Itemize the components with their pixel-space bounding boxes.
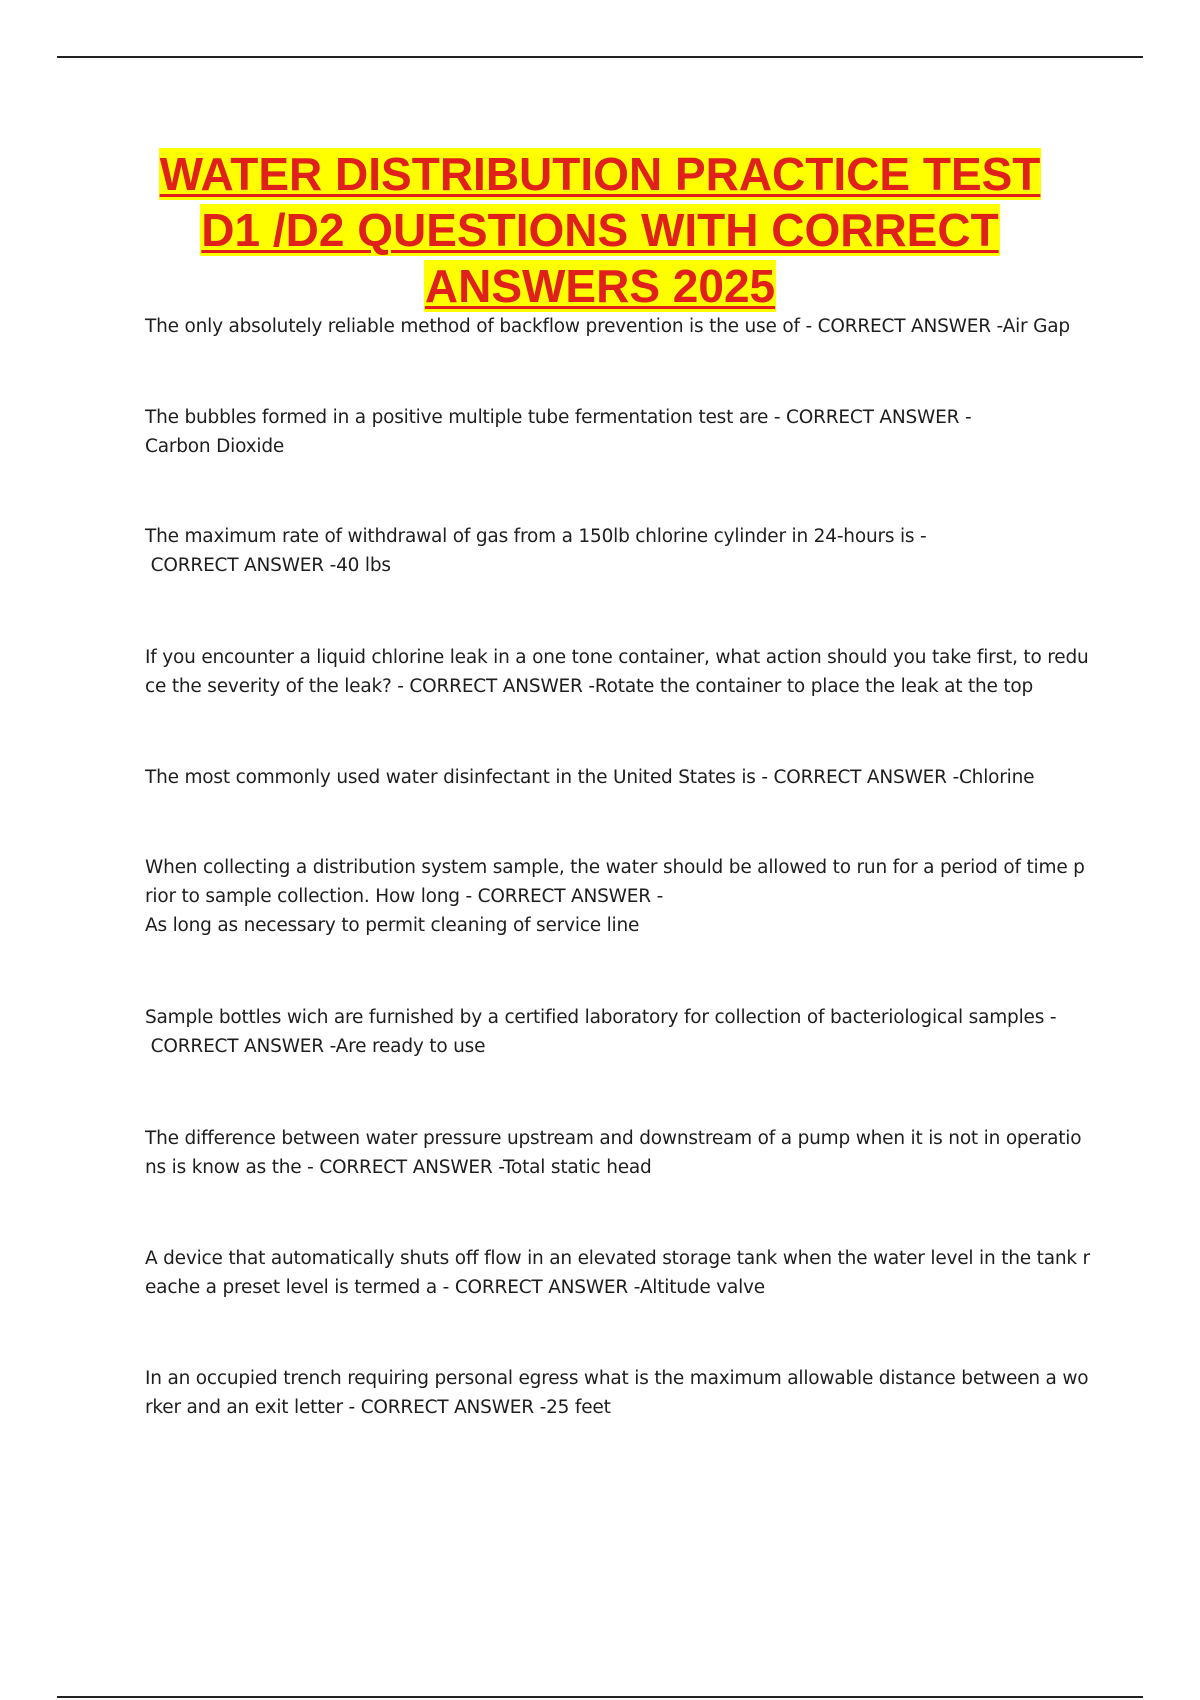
qa-line: As long as necessary to permit cleaning of service line — [145, 915, 640, 936]
title-line-1: WATER DISTRIBUTION PRACTICE TEST — [159, 148, 1041, 200]
qa-line: rker and an exit letter - CORRECT ANSWER -25 feet — [145, 1397, 611, 1418]
title-line-2: D1 /D2 QUESTIONS WITH CORRECT — [201, 204, 999, 256]
qa-item-2 — [145, 403, 1090, 461]
qa-line: When collecting a distribution system sample, the water should be allowed to run for a period of time p — [145, 857, 1085, 878]
qa-line: The difference between water pressure upstream and downstream of a pump when it is not in operatio — [145, 1128, 1082, 1149]
qa-line: eache a preset level is termed a - CORRECT ANSWER -Altitude valve — [145, 1277, 765, 1298]
qa-line: The maximum rate of withdrawal of gas from a 150lb chlorine cylinder in 24-hours is - — [145, 526, 927, 547]
qa-line: CORRECT ANSWER -Are ready to use — [145, 1036, 486, 1057]
qa-line: If you encounter a liquid chlorine leak in a one tone container, what action should you take first, to redu — [145, 647, 1089, 668]
qa-line: A device that automatically shuts off flow in an elevated storage tank when the water level in the tank r — [145, 1248, 1090, 1269]
qa-line: CORRECT ANSWER -40 lbs — [145, 555, 391, 576]
qa-item-7 — [145, 1003, 1090, 1061]
qa-line: Sample bottles wich are furnished by a certified laboratory for collection of bacteriological samples - — [145, 1007, 1057, 1028]
qa-item-8 — [145, 1124, 1090, 1182]
qa-item-1 — [145, 312, 1090, 341]
qa-item-3 — [145, 522, 1090, 580]
qa-line: The bubbles formed in a positive multiple tube fermentation test are - CORRECT ANSWER - — [145, 407, 972, 428]
qa-item-5 — [145, 763, 1090, 792]
qa-line: Carbon Dioxide — [145, 436, 285, 457]
title-line-3: ANSWERS 2025 — [424, 260, 776, 312]
qa-line: ce the severity of the leak? - CORRECT ANSWER -Rotate the container to place the leak at the top — [145, 676, 1034, 697]
top-rule — [57, 56, 1143, 58]
qa-item-9 — [145, 1244, 1090, 1302]
qa-line: The only absolutely reliable method of backflow prevention is the use of - CORRECT ANSWER -Air Gap — [145, 316, 1070, 337]
qa-line: ns is know as the - CORRECT ANSWER -Total static head — [145, 1157, 652, 1178]
qa-line: rior to sample collection. How long - CORRECT ANSWER - — [145, 886, 664, 907]
qa-item-4 — [145, 643, 1090, 701]
qa-line: The most commonly used water disinfectant in the United States is - CORRECT ANSWER -Chlorine — [145, 767, 1035, 788]
qa-line: In an occupied trench requiring personal egress what is the maximum allowable distance between a wo — [145, 1368, 1089, 1389]
page-title — [120, 146, 1080, 314]
bottom-rule — [57, 1696, 1143, 1698]
qa-item-6 — [145, 853, 1090, 940]
qa-item-10 — [145, 1364, 1090, 1422]
